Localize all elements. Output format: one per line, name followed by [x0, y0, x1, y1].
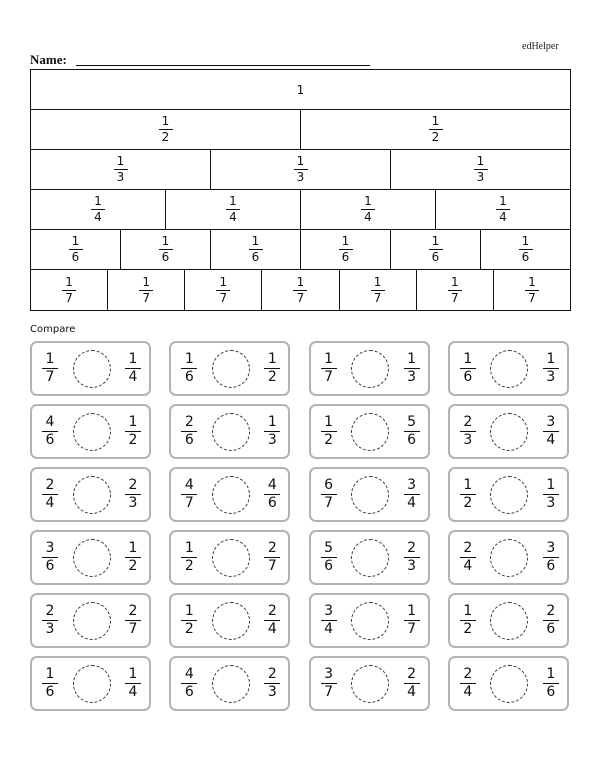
- answer-circle[interactable]: [351, 665, 389, 703]
- answer-circle[interactable]: [351, 539, 389, 577]
- denominator: 4: [546, 432, 556, 448]
- fraction-strip-cell: [31, 230, 121, 269]
- unit-fraction: [159, 115, 173, 144]
- numerator: 1: [341, 234, 350, 248]
- numerator: 2: [463, 540, 473, 556]
- left-fraction: [42, 604, 58, 637]
- fraction-strip-cell: [340, 270, 417, 310]
- numerator: 1: [45, 666, 55, 682]
- denominator: 6: [546, 621, 556, 637]
- brand-label: edHelper: [522, 41, 559, 52]
- numerator: 1: [373, 274, 382, 289]
- numerator: 2: [407, 666, 417, 682]
- numerator: 1: [128, 540, 138, 556]
- denominator: 3: [476, 170, 485, 184]
- answer-circle[interactable]: [351, 602, 389, 640]
- left-fraction: [321, 541, 337, 574]
- right-fraction: [125, 604, 141, 637]
- left-fraction: [460, 352, 476, 385]
- denominator: 6: [184, 432, 194, 448]
- right-fraction: [264, 415, 280, 448]
- fraction-strip-row: [31, 270, 570, 310]
- answer-circle[interactable]: [490, 602, 528, 640]
- compare-card: [309, 530, 430, 585]
- numerator: 2: [463, 414, 473, 430]
- denominator: 7: [450, 290, 459, 305]
- denominator: 3: [267, 684, 277, 700]
- right-fraction: [264, 541, 280, 574]
- fraction-strip-cell: [211, 230, 301, 269]
- answer-circle[interactable]: [212, 413, 250, 451]
- compare-card: [169, 593, 290, 648]
- compare-card: [448, 593, 569, 648]
- right-fraction: [543, 415, 559, 448]
- unit-fraction: [371, 276, 385, 305]
- unit-fraction: [62, 276, 76, 305]
- unit-fraction: [429, 115, 443, 144]
- numerator: 3: [546, 414, 556, 430]
- compare-card: [309, 656, 430, 711]
- denominator: 7: [128, 621, 138, 637]
- compare-card: [448, 467, 569, 522]
- left-fraction: [181, 541, 197, 574]
- numerator: 3: [546, 540, 556, 556]
- answer-circle[interactable]: [351, 413, 389, 451]
- denominator: 4: [45, 495, 55, 511]
- left-fraction: [460, 478, 476, 511]
- denominator: 6: [546, 684, 556, 700]
- answer-circle[interactable]: [212, 350, 250, 388]
- denominator: 7: [296, 290, 305, 305]
- denominator: 2: [184, 621, 194, 637]
- numerator: 1: [407, 603, 417, 619]
- numerator: 1: [296, 154, 305, 168]
- numerator: 1: [184, 351, 194, 367]
- fraction-strip-row: [31, 150, 570, 190]
- right-fraction: [264, 667, 280, 700]
- numerator: 1: [229, 194, 237, 208]
- denominator: 4: [463, 684, 473, 700]
- compare-label: Compare: [30, 324, 76, 335]
- answer-circle[interactable]: [73, 539, 111, 577]
- answer-circle[interactable]: [73, 476, 111, 514]
- unit-fraction: [496, 195, 510, 224]
- numerator: 1: [546, 477, 556, 493]
- unit-fraction: [448, 276, 462, 305]
- unit-fraction: [429, 235, 443, 264]
- unit-fraction: [216, 276, 230, 305]
- denominator: 6: [546, 558, 556, 574]
- numerator: 1: [71, 234, 80, 248]
- unit-fraction: [91, 195, 105, 224]
- compare-card: [448, 341, 569, 396]
- compare-card: [169, 467, 290, 522]
- right-fraction: [404, 478, 420, 511]
- fraction-strip-cell: [494, 270, 570, 310]
- answer-circle[interactable]: [212, 476, 250, 514]
- numerator: 2: [128, 477, 138, 493]
- unit-fraction: [249, 235, 263, 264]
- unit-fraction: [114, 155, 128, 184]
- compare-card: [309, 593, 430, 648]
- answer-circle[interactable]: [490, 539, 528, 577]
- numerator: 1: [65, 274, 73, 289]
- right-fraction: [543, 478, 559, 511]
- compare-card: [30, 530, 151, 585]
- compare-card: [309, 467, 430, 522]
- answer-circle[interactable]: [73, 665, 111, 703]
- left-fraction: [181, 667, 197, 700]
- denominator: 6: [341, 250, 350, 264]
- answer-circle[interactable]: [351, 350, 389, 388]
- left-fraction: [181, 415, 197, 448]
- right-fraction: [404, 352, 420, 385]
- denominator: 6: [184, 369, 194, 385]
- name-field[interactable]: [30, 52, 370, 68]
- numerator: 4: [267, 477, 277, 493]
- left-fraction: [460, 541, 476, 574]
- denominator: 6: [324, 558, 334, 574]
- left-fraction: [321, 667, 337, 700]
- denominator: 4: [499, 210, 507, 224]
- name-label: Name:: [30, 52, 67, 67]
- denominator: 2: [463, 495, 473, 511]
- answer-circle[interactable]: [73, 413, 111, 451]
- numerator: 1: [431, 234, 440, 248]
- answer-circle[interactable]: [490, 665, 528, 703]
- right-fraction: [125, 478, 141, 511]
- denominator: 2: [128, 558, 138, 574]
- numerator: 1: [142, 274, 151, 289]
- denominator: 4: [407, 495, 417, 511]
- numerator: 1: [463, 351, 473, 367]
- compare-card: [30, 593, 151, 648]
- denominator: 6: [267, 495, 277, 511]
- numerator: 1: [296, 274, 305, 289]
- fraction-strip-cell: [301, 230, 391, 269]
- denominator: 7: [142, 290, 151, 305]
- numerator: 1: [184, 603, 194, 619]
- right-fraction: [543, 352, 559, 385]
- numerator: 1: [463, 477, 473, 493]
- numerator: 2: [267, 603, 277, 619]
- unit-fraction: [69, 235, 83, 264]
- denominator: 3: [128, 495, 138, 511]
- fraction-strip-cell: [301, 110, 570, 149]
- numerator: 2: [546, 603, 556, 619]
- fraction-strip-cell: [301, 190, 436, 229]
- numerator: 2: [45, 603, 55, 619]
- denominator: 7: [219, 290, 228, 305]
- answer-circle[interactable]: [490, 476, 528, 514]
- denominator: 7: [324, 684, 334, 700]
- compare-card: [169, 341, 290, 396]
- denominator: 7: [528, 290, 536, 305]
- numerator: 1: [324, 351, 334, 367]
- numerator: 2: [184, 414, 194, 430]
- compare-card: [448, 530, 569, 585]
- unit-fraction: [226, 195, 240, 224]
- numerator: 2: [463, 666, 473, 682]
- numerator: 1: [450, 274, 459, 289]
- numerator: 1: [94, 194, 102, 208]
- numerator: 1: [476, 154, 485, 168]
- unit-fraction: [519, 235, 533, 264]
- compare-card: [169, 656, 290, 711]
- denominator: 3: [546, 495, 556, 511]
- answer-circle[interactable]: [212, 602, 250, 640]
- left-fraction: [321, 604, 337, 637]
- numerator: 1: [546, 666, 556, 682]
- denominator: 7: [324, 495, 334, 511]
- fraction-strip-cell: [166, 190, 301, 229]
- compare-card: [30, 656, 151, 711]
- fraction-strip-cell: [108, 270, 185, 310]
- left-fraction: [321, 478, 337, 511]
- numerator: 1: [128, 414, 138, 430]
- compare-card: [309, 341, 430, 396]
- right-fraction: [264, 478, 280, 511]
- denominator: 4: [128, 369, 138, 385]
- denominator: 7: [184, 495, 194, 511]
- numerator: 1: [546, 351, 556, 367]
- denominator: 3: [407, 369, 417, 385]
- right-fraction: [404, 667, 420, 700]
- fraction-strip-cell: [391, 230, 481, 269]
- numerator: 5: [324, 540, 334, 556]
- denominator: 6: [251, 250, 260, 264]
- numerator: 3: [45, 540, 55, 556]
- compare-card: [448, 656, 569, 711]
- numerator: 1: [521, 234, 530, 248]
- denominator: 4: [324, 621, 334, 637]
- denominator: 3: [463, 432, 473, 448]
- denominator: 6: [45, 432, 55, 448]
- left-fraction: [42, 415, 58, 448]
- left-fraction: [460, 604, 476, 637]
- compare-card: [30, 341, 151, 396]
- numerator: 1: [324, 414, 334, 430]
- denominator: 3: [296, 170, 305, 184]
- left-fraction: [460, 415, 476, 448]
- denominator: 4: [229, 210, 237, 224]
- right-fraction: [125, 541, 141, 574]
- denominator: 2: [184, 558, 194, 574]
- denominator: 3: [116, 170, 125, 184]
- left-fraction: [181, 604, 197, 637]
- numerator: 1: [499, 194, 507, 208]
- right-fraction: [264, 352, 280, 385]
- right-fraction: [543, 541, 559, 574]
- fraction-strip-cell: [481, 230, 570, 269]
- numerator: 2: [267, 540, 277, 556]
- numerator: 1: [184, 540, 194, 556]
- compare-card: [309, 404, 430, 459]
- unit-fraction: [339, 235, 353, 264]
- fraction-strip-cell: [391, 150, 570, 189]
- right-fraction: [125, 415, 141, 448]
- numerator: 1: [267, 414, 277, 430]
- left-fraction: [42, 667, 58, 700]
- compare-card: [448, 404, 569, 459]
- right-fraction: [125, 667, 141, 700]
- compare-card: [30, 467, 151, 522]
- fraction-strip-cell: [436, 190, 570, 229]
- name-line[interactable]: [76, 65, 370, 66]
- denominator: 4: [463, 558, 473, 574]
- denominator: 3: [546, 369, 556, 385]
- denominator: 4: [128, 684, 138, 700]
- answer-circle[interactable]: [73, 602, 111, 640]
- left-fraction: [181, 478, 197, 511]
- answer-circle[interactable]: [490, 413, 528, 451]
- left-fraction: [42, 541, 58, 574]
- fraction-strips-table: [30, 69, 571, 311]
- denominator: 3: [45, 621, 55, 637]
- numerator: 1: [267, 351, 277, 367]
- fraction-strip-cell: [417, 270, 494, 310]
- denominator: 3: [267, 432, 277, 448]
- unit-fraction: [159, 235, 173, 264]
- unit-fraction: [474, 155, 488, 184]
- numerator: 1: [161, 114, 170, 128]
- denominator: 2: [431, 130, 440, 144]
- numerator: 4: [184, 477, 194, 493]
- compare-card: [30, 404, 151, 459]
- denominator: 4: [94, 210, 102, 224]
- fraction-strip-row: [31, 230, 570, 270]
- fraction-strip-cell: [262, 270, 339, 310]
- numerator: 1: [45, 351, 55, 367]
- unit-fraction: [139, 276, 153, 305]
- fraction-strip-cell: [31, 150, 211, 189]
- compare-card: [169, 530, 290, 585]
- fraction-strip-row: [31, 190, 570, 230]
- numerator: 5: [407, 414, 417, 430]
- numerator: 2: [45, 477, 55, 493]
- numerator: 1: [407, 351, 417, 367]
- unit-fraction: [361, 195, 375, 224]
- denominator: 4: [364, 210, 372, 224]
- numerator: 1: [219, 274, 228, 289]
- whole-cell: [31, 70, 570, 109]
- denominator: 6: [521, 250, 530, 264]
- numerator: 1: [528, 274, 536, 289]
- denominator: 6: [431, 250, 440, 264]
- denominator: 4: [407, 684, 417, 700]
- denominator: 4: [267, 621, 277, 637]
- right-fraction: [543, 667, 559, 700]
- whole-label: 1: [296, 82, 305, 97]
- denominator: 2: [324, 432, 334, 448]
- denominator: 7: [45, 369, 55, 385]
- answer-circle[interactable]: [73, 350, 111, 388]
- numerator: 4: [45, 414, 55, 430]
- right-fraction: [543, 604, 559, 637]
- numerator: 2: [267, 666, 277, 682]
- denominator: 7: [373, 290, 382, 305]
- fraction-strip-cell: [31, 190, 166, 229]
- denominator: 2: [161, 130, 170, 144]
- denominator: 6: [71, 250, 80, 264]
- denominator: 2: [128, 432, 138, 448]
- compare-grid: [30, 341, 572, 711]
- denominator: 6: [45, 684, 55, 700]
- right-fraction: [264, 604, 280, 637]
- right-fraction: [404, 604, 420, 637]
- answer-circle[interactable]: [212, 665, 250, 703]
- numerator: 3: [407, 477, 417, 493]
- fraction-strip-row: [31, 110, 570, 150]
- denominator: 6: [45, 558, 55, 574]
- unit-fraction: [293, 276, 307, 305]
- answer-circle[interactable]: [490, 350, 528, 388]
- denominator: 2: [463, 621, 473, 637]
- numerator: 1: [364, 194, 372, 208]
- denominator: 7: [65, 290, 73, 305]
- denominator: 7: [324, 369, 334, 385]
- right-fraction: [404, 541, 420, 574]
- numerator: 1: [128, 351, 138, 367]
- denominator: 3: [407, 558, 417, 574]
- numerator: 1: [463, 603, 473, 619]
- denominator: 7: [267, 558, 277, 574]
- fraction-strip-cell: [31, 270, 108, 310]
- denominator: 6: [407, 432, 417, 448]
- left-fraction: [460, 667, 476, 700]
- numerator: 1: [116, 154, 125, 168]
- fraction-strip-row: [31, 70, 570, 110]
- left-fraction: [181, 352, 197, 385]
- numerator: 1: [161, 234, 170, 248]
- left-fraction: [321, 415, 337, 448]
- numerator: 6: [324, 477, 334, 493]
- denominator: 2: [267, 369, 277, 385]
- fraction-strip-cell: [185, 270, 262, 310]
- numerator: 1: [431, 114, 440, 128]
- numerator: 3: [324, 666, 334, 682]
- right-fraction: [404, 415, 420, 448]
- numerator: 2: [407, 540, 417, 556]
- denominator: 6: [184, 684, 194, 700]
- fraction-strip-cell: [121, 230, 211, 269]
- numerator: 1: [251, 234, 260, 248]
- numerator: 2: [128, 603, 138, 619]
- compare-card: [169, 404, 290, 459]
- answer-circle[interactable]: [351, 476, 389, 514]
- numerator: 1: [128, 666, 138, 682]
- left-fraction: [321, 352, 337, 385]
- numerator: 3: [324, 603, 334, 619]
- right-fraction: [125, 352, 141, 385]
- left-fraction: [42, 478, 58, 511]
- left-fraction: [42, 352, 58, 385]
- unit-fraction: [525, 276, 539, 305]
- fraction-strip-cell: [31, 110, 301, 149]
- answer-circle[interactable]: [212, 539, 250, 577]
- denominator: 6: [463, 369, 473, 385]
- denominator: 6: [161, 250, 170, 264]
- denominator: 7: [407, 621, 417, 637]
- unit-fraction: [294, 155, 308, 184]
- numerator: 4: [184, 666, 194, 682]
- fraction-strip-cell: [211, 150, 391, 189]
